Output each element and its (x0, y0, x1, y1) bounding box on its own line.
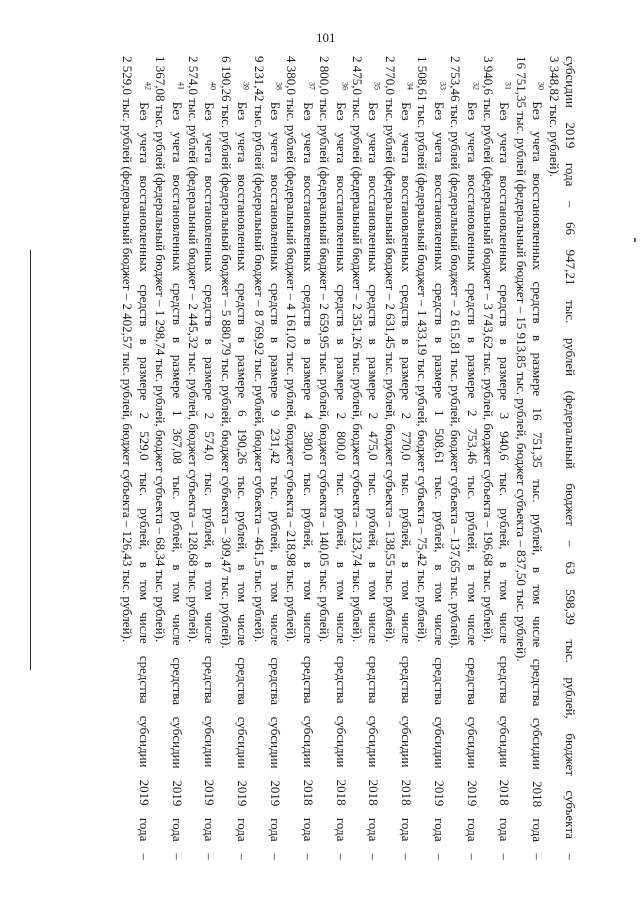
continuation-line (381, 56, 397, 860)
page-number: 101 (316, 30, 336, 45)
footnote-line (398, 56, 414, 860)
footnote-line (463, 56, 479, 860)
footnote-text: Без учета восстановленных средств в размере 2 770,0 тыс. рублей, в том числе средства субсидии 2018 года – (399, 90, 415, 860)
line-text: 3 348,82 тыс. рублей). (546, 56, 562, 178)
line-text: 9 231,42 тыс. рублей (федеральный бюджет – 8 769,92 тыс. рублей, бюджет субъекта – 461,5 тыс. рублей). (251, 56, 267, 643)
continuation-line (316, 56, 332, 860)
continuation-line (283, 56, 299, 860)
footnote-number: 33 (438, 82, 447, 90)
continuation-line (512, 56, 528, 860)
footnote-line (201, 56, 217, 860)
footnote-text: Без учета восстановленных средств в размере 2 574,0 тыс. рублей, в том числе средства субсидии 2019 года – (202, 90, 218, 860)
continuation-line (414, 56, 430, 860)
line-text: 1 508,61 тыс. рублей (федеральный бюджет – 1 433,19 тыс. рублей, бюджет субъекта – 75,42 тыс. рублей). (415, 56, 431, 643)
line-text: 16 751,35 тыс. рублей (федеральный бюджет – 15 913,85 тыс. рублей, бюджет субъекта – 837,50 тыс. рублей). (513, 56, 529, 662)
footnotes-text (92, 56, 578, 860)
footnote-number: 32 (470, 82, 480, 90)
margin-rule (30, 250, 31, 670)
continuation-line (185, 56, 201, 860)
continuation-line (480, 56, 496, 860)
continuation-line (250, 56, 266, 860)
rotated-body-frame (92, 56, 578, 860)
line-text: субсидии 2019 года – 66 947,21 тыс. рублей (федеральный бюджет – 63 598,39 тыс. рублей, бюджет субъекта – (563, 56, 578, 860)
footnote-line (496, 56, 512, 860)
footnote-number: 36 (339, 82, 349, 90)
footnote-number: 35 (372, 82, 382, 90)
continuation-line (562, 56, 578, 860)
footnote-number: 40 (208, 82, 218, 90)
footnote-number: 39 (241, 82, 251, 90)
footnote-number: 38 (274, 82, 283, 90)
scan-speck (634, 238, 636, 242)
line-text: 2 475,0 тыс. рублей (федеральный бюджет – 2 351,26 тыс. рублей, бюджет субъекта – 123,74 тыс. рублей). (349, 56, 365, 643)
footnote-text: Без учета восстановленных средств в размере 3 940,6 тыс. рублей, в том числе средства субсидии 2018 года – (497, 90, 513, 860)
line-text: 2 770,0 тыс. рублей (федеральный бюджет – 2 631,45 тыс. рублей, бюджет субъекта – 138,55 тыс. рублей). (382, 56, 398, 643)
footnote-text: Без учета восстановленных средств в размере 9 231,42 тыс. рублей, в том числе средства субсидии 2019 года – (267, 90, 283, 860)
continuation-line (119, 56, 135, 860)
continuation-line (545, 56, 561, 860)
footnote-text: Без учета восстановленных средств в размере 16 751,35 тыс. рублей, в том числе средства субсидии 2018 года – (530, 90, 546, 860)
continuation-line (447, 56, 463, 860)
footnote-line (234, 56, 250, 860)
footnote-number: 31 (503, 82, 513, 90)
footnote-number: 34 (405, 82, 415, 90)
line-text: 1 367,08 тыс. рублей (федеральный бюджет – 1 298,74 тыс. рублей, бюджет субъекта – 68,34 тыс. рублей). (153, 56, 169, 643)
line-text: 3 940,6 тыс. рублей (федеральный бюджет – 3 743,62 тыс. рублей, бюджет субъекта – 196,68 тыс. рублей). (481, 56, 497, 643)
footnote-number: 41 (175, 82, 185, 90)
footnote-number: 30 (536, 82, 546, 90)
footnote-text: Без учета восстановленных средств в размере 4 380,0 тыс. рублей, в том числе средства субсидии 2018 года – (300, 90, 316, 860)
footnote-text: Без учета восстановленных средств в размере 1 508,61 тыс. рублей, в том числе средства субсидии 2019 года – (431, 90, 447, 860)
line-text: 6 190,26 тыс. рублей (федеральный бюджет – 5 880,79 тыс. рублей, бюджет субъекта – 309,47 тыс. рублей). (218, 56, 234, 649)
line-text: 2 529,0 тыс. рублей (федеральный бюджет – 2 402,57 тыс. рублей, бюджет субъекта – 126,43 тыс. рублей). (120, 56, 136, 643)
footnote-line (365, 56, 381, 860)
footnote-text: Без учета восстановленных средств в размере 2 800,0 тыс. рублей, в том числе средства субсидии 2018 года – (333, 90, 349, 860)
footnote-text: Без учета восстановленных средств в размере 2 529,0 тыс. рублей, в том числе средства субсидии 2019 года – (136, 90, 152, 860)
footnote-line (168, 56, 184, 860)
footnote-text: Без учета восстановленных средств в размере 1 367,08 тыс. рублей, в том числе средства субсидии 2019 года – (169, 90, 185, 860)
footnote-text: Без учета восстановленных средств в размере 6 190,26 тыс. рублей, в том числе средства субсидии 2019 года – (235, 90, 251, 860)
footnote-line (430, 56, 446, 860)
footnote-line (267, 56, 283, 860)
footnote-number: 42 (143, 82, 152, 90)
footnote-line (529, 56, 545, 860)
line-text: 4 380,0 тыс. рублей (федеральный бюджет – 4 161,02 тыс. рублей, бюджет субъекта – 218,98 тыс. рублей). (284, 56, 300, 643)
continuation-line (217, 56, 233, 860)
footnote-line (299, 56, 315, 860)
footnote-line (135, 56, 151, 860)
line-text: 2 753,46 тыс. рублей (федеральный бюджет – 2 615,81 тыс. рублей, бюджет субъекта – 137,65 тыс. рублей). (448, 56, 464, 649)
line-text: 2 800,0 тыс. рублей (федеральный бюджет – 2 659,95 тыс. рублей, бюджет субъекта – 140,05 тыс. рублей). (317, 56, 333, 643)
footnote-text: Без учета восстановленных средств в размере 2 753,46 тыс. рублей, в том числе средства субсидии 2019 года – (464, 90, 480, 860)
continuation-line (349, 56, 365, 860)
footnote-text: Без учета восстановленных средств в размере 2 475,0 тыс. рублей, в том числе средства субсидии 2018 года – (366, 90, 382, 860)
continuation-line (152, 56, 168, 860)
line-text: 2 574,0 тыс. рублей (федеральный бюджет – 2 445,32 тыс. рублей, бюджет субъекта – 128,68 тыс. рублей). (186, 56, 202, 643)
footnote-line (332, 56, 348, 860)
footnote-number: 37 (307, 82, 316, 90)
